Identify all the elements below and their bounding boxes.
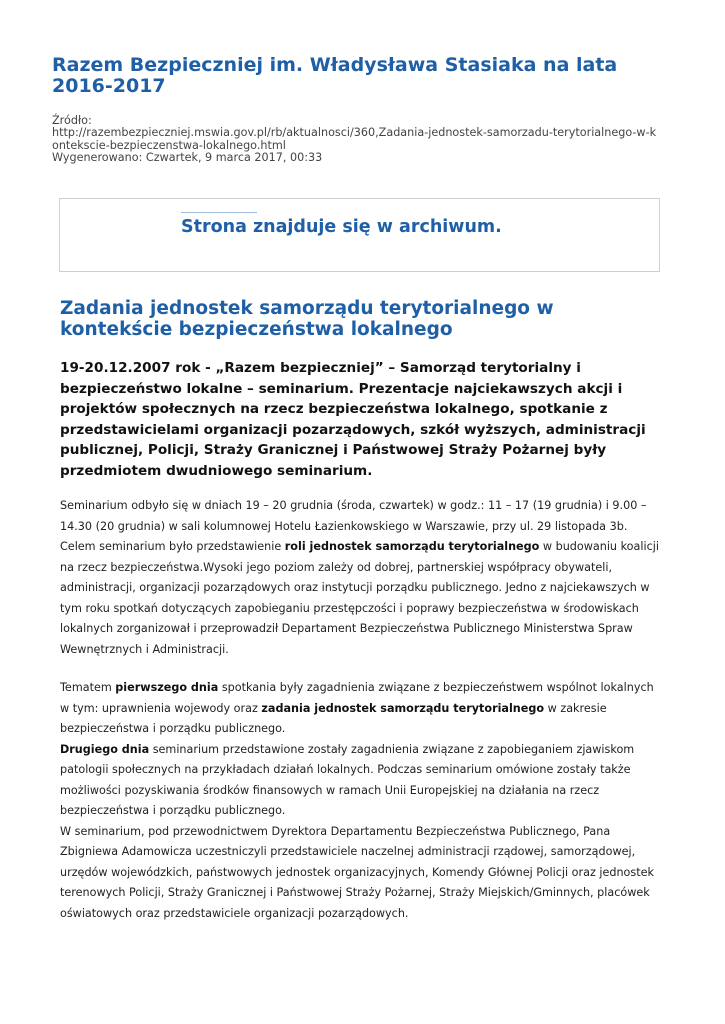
paragraph-text: seminarium przedstawione zostały zagadnienia związane z zapobieganiem zjawiskom patologii społecznych na przykładach działań lokalnych. Podczas seminarium omówione zostały także możliwości pozyskiwania środków finansowych w ramach Unii Europejskiej na działania na rzecz bezpieczeństwa i porządku publicznego. xyxy=(60,742,635,817)
source-label: Źródło: xyxy=(52,114,92,127)
source-url-line-2[interactable]: ontekscie-bezpieczenstwa-lokalnego.html xyxy=(52,138,286,152)
archive-divider xyxy=(181,212,257,213)
paragraph-bold-text: zadania jednostek samorządu terytorialnego xyxy=(261,701,545,715)
paragraph-text: w budowaniu koalicji na rzecz bezpieczeństwa.Wysoki jego poziom zależy od dobrej, partnerskiej współpracy obywateli, administracji, organizacji pozarządowych oraz instytucji porządku publicznego. Jedno z najciekawszych w tym roku spotkań dotyczących zapobieganiu przestępczości i poprawy bezpieczeństwa w środowiskach lokalnych zorganizował i przeprowadził Departament Bezpieczeństwa Publicznego Ministerstwa Spraw Wewnętrznych i Administracji. xyxy=(60,540,659,656)
paragraph-text: w zakresie bezpieczeństwa i porządku publicznego. xyxy=(60,701,607,735)
article-paragraph-2 xyxy=(60,678,665,924)
source-meta xyxy=(52,115,672,165)
paragraph-bold-text: pierwszego dnia xyxy=(115,681,219,694)
paragraph-text: Seminarium odbyło się w dniach 19 – 20 grudnia (środa, czwartek) w godz.: 11 – 17 (19 grudnia) i 9.00 – 14.30 (20 grudnia) w sali kolumnowej Hotelu Łazienkowskiego w Warszawie, przy ul. 29 listopada 3b. Celem seminarium było przedstawienie xyxy=(60,499,647,553)
article-title: Zadania jednostek samorządu terytorialnego w kontekście bezpieczeństwa lokalnego xyxy=(60,298,554,340)
generated-timestamp: Wygenerowano: Czwartek, 9 marca 2017, 00:33 xyxy=(52,151,323,165)
paragraph-bold-text: Drugiego dnia xyxy=(60,742,150,756)
paragraph-text: W seminarium, pod przewodnictwem Dyrektora Departamentu Bezpieczeństwa Publicznego, Pana Zbigniewa Adamowicza uczestniczyli przedstawiciele naczelnej administracji rządowej, samorządowej, urzędów wojewódzkich, państwowych jednostek organizacyjnych, Komendy Głównej Policji oraz jednostek terenowych Policji, Straży Granicznej i Państwowej Straży Pożarnej, Straży Miejskich/Gminnych, placówek oświatowych oraz przedstawiciele organizacji pozarządowych. xyxy=(60,824,654,920)
paragraph-bold-text: roli jednostek samorządu terytorialnego xyxy=(284,540,540,553)
article-lead: 19-20.12.2007 rok - „Razem bezpieczniej” – Samorząd terytorialny i bezpieczeństwo lokalne – seminarium. Prezentacje najciekawszych akcji i projektów społecznych na rzecz bezpieczeństwa lokalnego, spotkanie z przedstawicielami organizacji pozarządowych, szkół wyższych, administracji publicznej, Policji, Straży Granicznej i Państwowej Straży Pożarnej były przedmiotem dwudniowego seminarium. xyxy=(60,360,646,479)
site-title: Razem Bezpieczniej im. Władysława Stasiaka na lata 2016-2017 xyxy=(52,54,618,97)
archive-notice-box xyxy=(59,198,660,272)
paragraph-text: spotkania były zagadnienia związane z bezpieczeństwem wspólnot lokalnych w tym: uprawnienia wojewody oraz xyxy=(60,681,654,715)
paragraph-text: Tematem xyxy=(60,681,116,694)
source-url-line-1[interactable]: http://razembezpieczniej.mswia.gov.pl/rb/aktualnosci/360,Zadania-jednostek-samorzadu-terytorialnego-w-k xyxy=(52,126,657,140)
archive-notice: Strona znajduje się w archiwum. xyxy=(181,217,502,237)
article-paragraph-1 xyxy=(60,496,665,660)
